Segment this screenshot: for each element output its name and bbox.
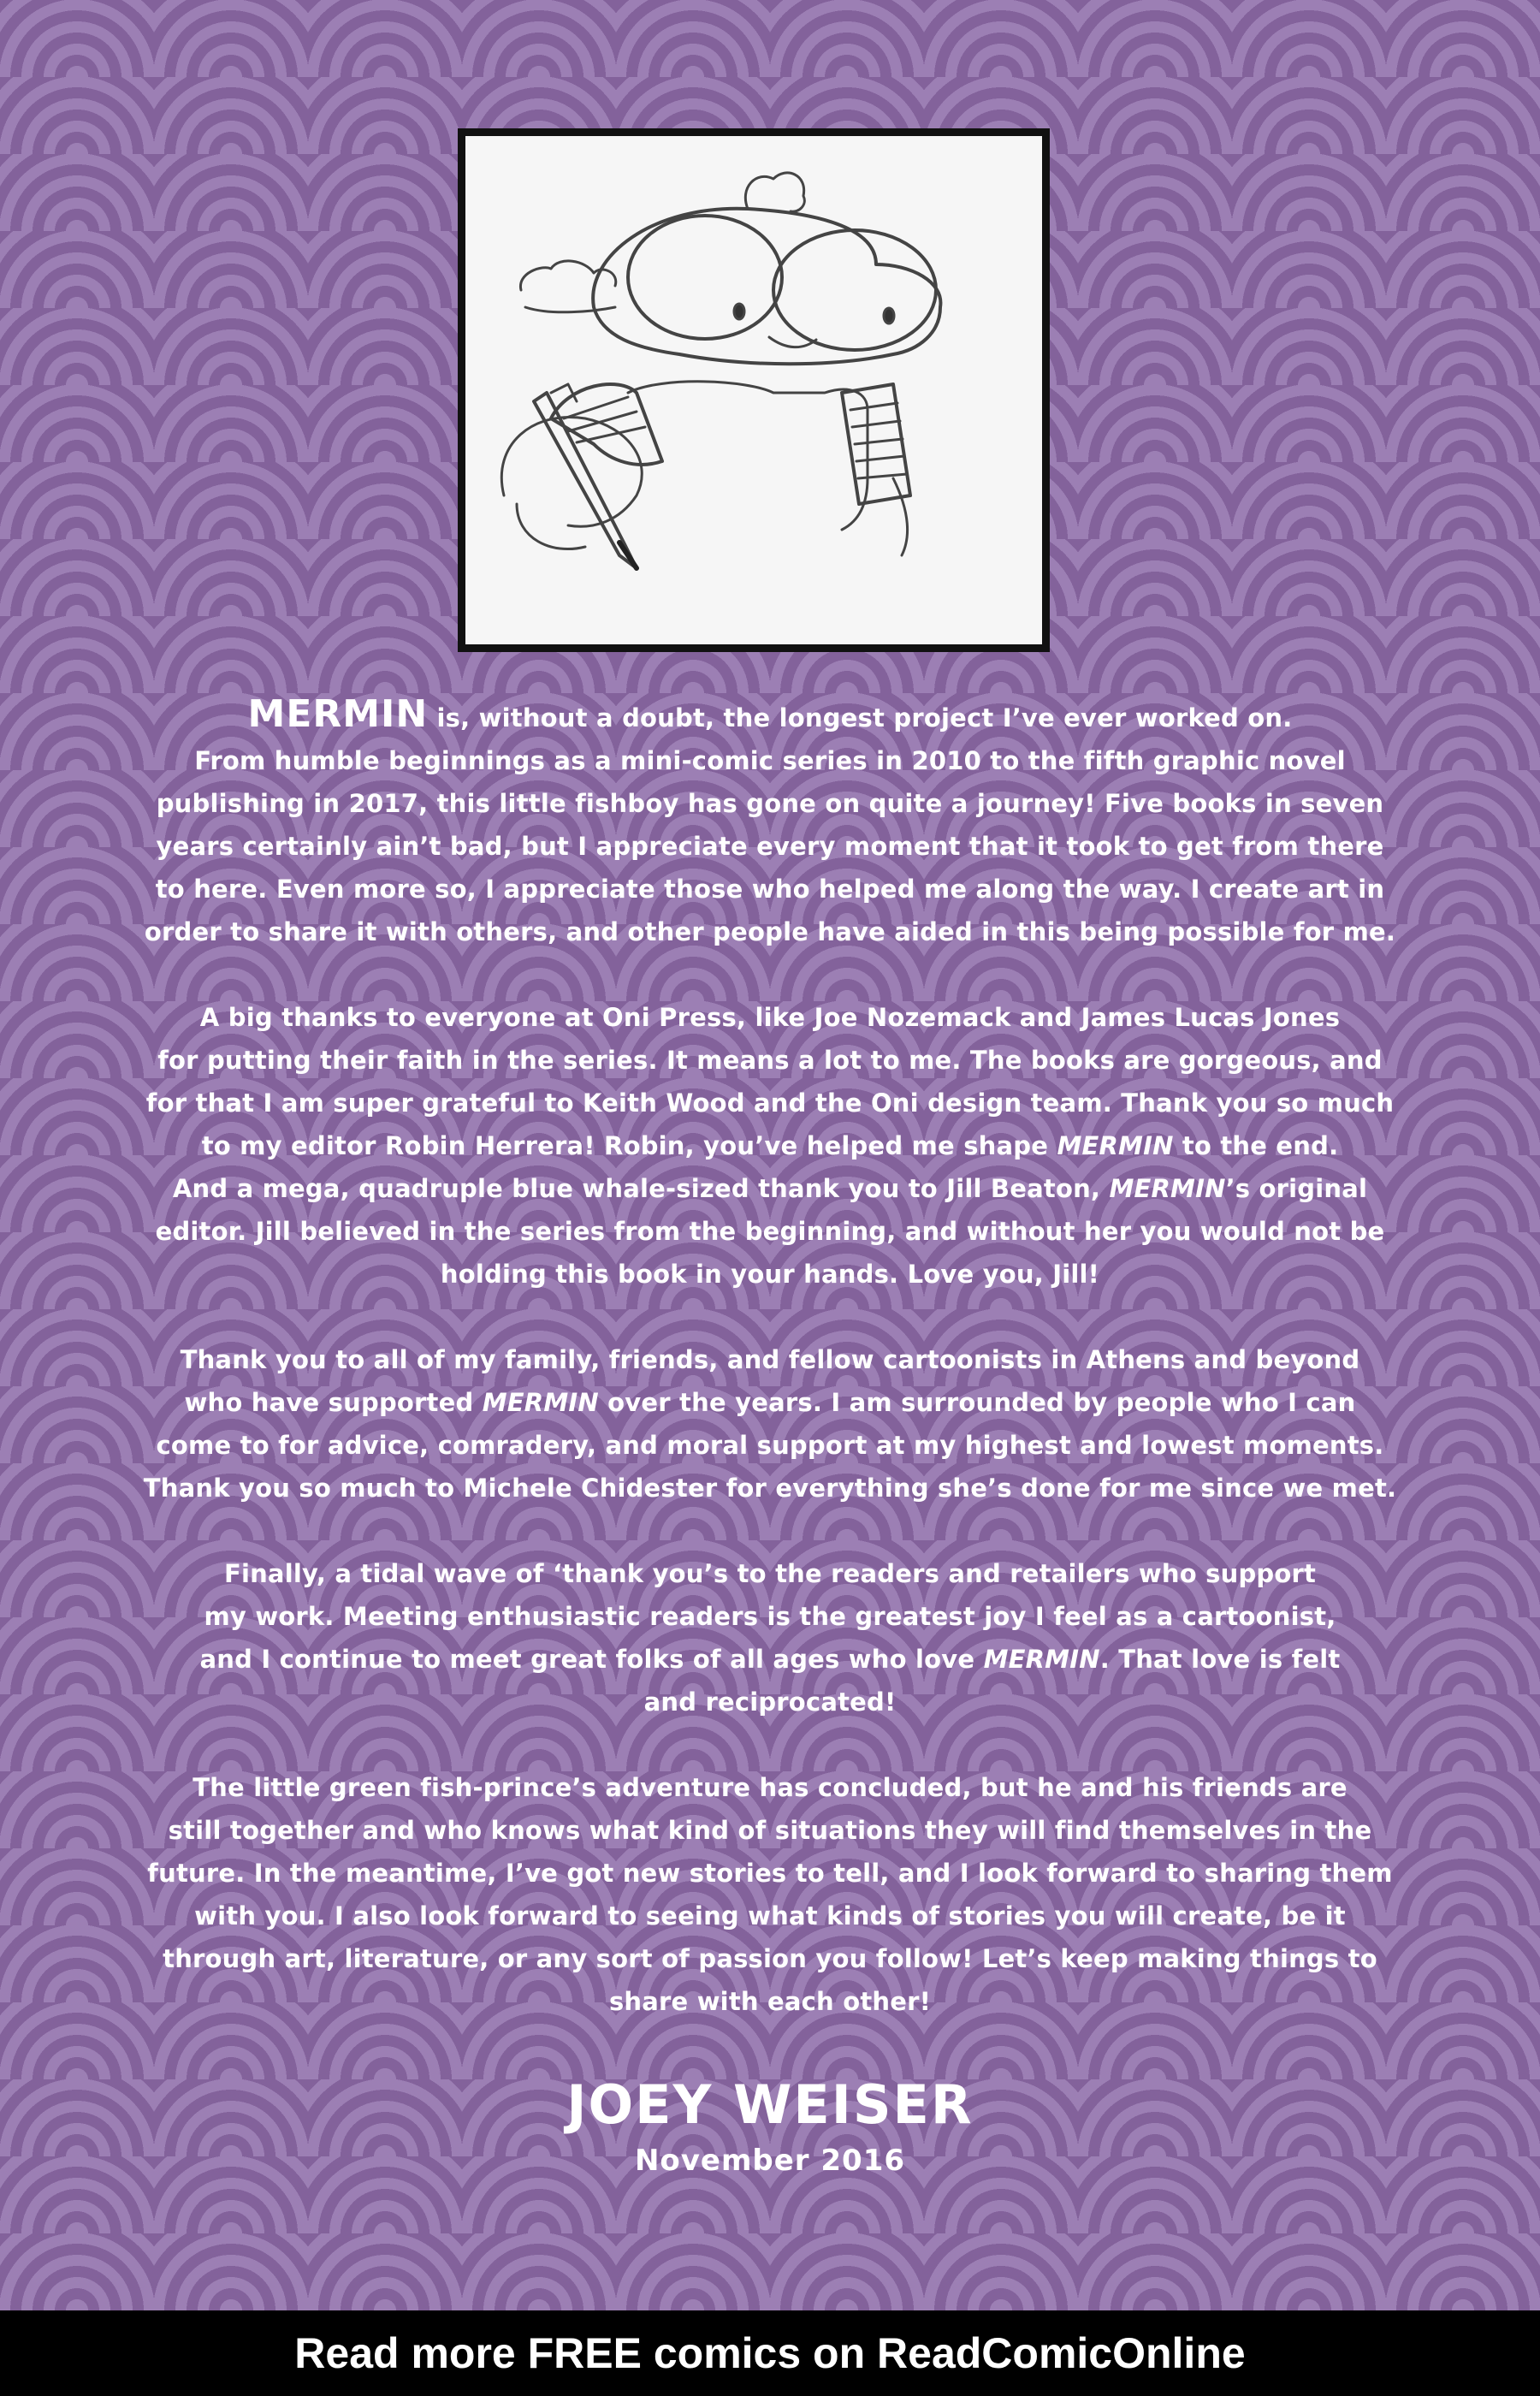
oni-line-4-italic: MERMIN (1057, 1131, 1174, 1160)
intro-first-line (128, 693, 1412, 739)
oni-line: for that I am super grateful to Keith Wood and the Oni design team. Thank you so much (145, 1088, 1395, 1118)
oni-line (128, 1124, 1412, 1167)
family-line-2b: over the years. I am surrounded by people who I can (598, 1388, 1356, 1417)
family-line: Thank you so much to Michele Chidester for everything she’s done for me since we met. (143, 1474, 1397, 1503)
sketch-frame (458, 128, 1050, 652)
closing-line: through art, literature, or any sort of passion you follow! Let’s keep making things to (163, 1944, 1377, 1973)
signature-block (0, 2071, 1540, 2182)
family-line-2-italic: MERMIN (482, 1388, 599, 1417)
readers-line: and reciprocated! (643, 1687, 897, 1717)
oni-line: A big thanks to everyone at Oni Press, like Joe Nozemack and James Lucas Jones (199, 1003, 1341, 1032)
oni-line-4b: to the end. (1173, 1131, 1339, 1160)
closing-paragraph (128, 1766, 1412, 2023)
oni-line: editor. Jill believed in the series from the beginning, and without her you would not be (155, 1217, 1385, 1246)
closing-line: future. In the meantime, I’ve got new stories to tell, and I look forward to sharing them (147, 1859, 1393, 1888)
family-line-2a: who have supported (184, 1388, 483, 1417)
intro-line: publishing in 2017, this little fishboy has gone on quite a journey! Five books in seven (156, 789, 1384, 818)
closing-line: share with each other! (608, 1987, 932, 2016)
intro-line: From humble beginnings as a mini-comic series in 2010 to the fifth graphic novel (194, 746, 1346, 775)
readers-line-3-italic: MERMIN (983, 1645, 1100, 1674)
title-word: MERMIN (247, 692, 429, 736)
fishboy-sketch-icon (465, 136, 1042, 644)
family-line (128, 1381, 1412, 1424)
oni-thanks-paragraph (128, 996, 1412, 1296)
oni-line (128, 1167, 1412, 1210)
readers-line: Finally, a tidal wave of ‘thank you’s to the readers and retailers who support (223, 1559, 1317, 1588)
readers-line: my work. Meeting enthusiastic readers is the greatest joy I feel as a cartoonist, (204, 1602, 1336, 1631)
footer-banner[interactable] (0, 2310, 1540, 2396)
oni-line-5a: And a mega, quadruple blue whale-sized thank you to Jill Beaton, (172, 1174, 1110, 1203)
readers-line-3a: and I continue to meet great folks of all ages who love (199, 1645, 984, 1674)
family-line: Thank you to all of my family, friends, and fellow cartoonists in Athens and beyond (180, 1345, 1360, 1374)
intro-line: years certainly ain’t bad, but I appreciate every moment that it took to get from there (156, 832, 1384, 861)
family-thanks-paragraph (128, 1338, 1412, 1509)
readers-line (128, 1638, 1412, 1681)
closing-line: The little green fish-prince’s adventure has concluded, but he and his friends are (192, 1773, 1348, 1802)
family-line: come to for advice, comradery, and moral support at my highest and lowest moments. (156, 1431, 1384, 1460)
oni-line-4a: to my editor Robin Herrera! Robin, you’ve helped me shape (201, 1131, 1057, 1160)
oni-line: holding this book in your hands. Love you, Jill! (440, 1260, 1100, 1289)
closing-line: still together and who knows what kind of situations they will find themselves in the (168, 1816, 1372, 1845)
intro-paragraph (128, 693, 1412, 953)
intro-line: to here. Even more so, I appreciate those who helped me along the way. I create art in (155, 875, 1385, 904)
oni-line-5b: ’s original (1225, 1174, 1368, 1203)
closing-line: with you. I also look forward to seeing what kinds of stories you will create, be it (194, 1901, 1346, 1930)
signature-date: November 2016 (634, 2144, 906, 2178)
readers-line-3b: . That love is felt (1099, 1645, 1341, 1674)
intro-first-line-rest: is, without a doubt, the longest project I’ve ever worked on. (428, 703, 1293, 732)
oni-line: for putting their faith in the series. It means a lot to me. The books are gorgeous, and (157, 1046, 1383, 1075)
oni-line-5-italic: MERMIN (1109, 1174, 1226, 1203)
author-name: JOEY WEISER (566, 2073, 974, 2136)
readers-thanks-paragraph (128, 1552, 1412, 1723)
acknowledgements-text (128, 693, 1412, 2066)
footer-text[interactable]: Read more FREE comics on ReadComicOnline (294, 2329, 1246, 2377)
intro-line: order to share it with others, and other people have aided in this being possible for me. (144, 917, 1396, 946)
